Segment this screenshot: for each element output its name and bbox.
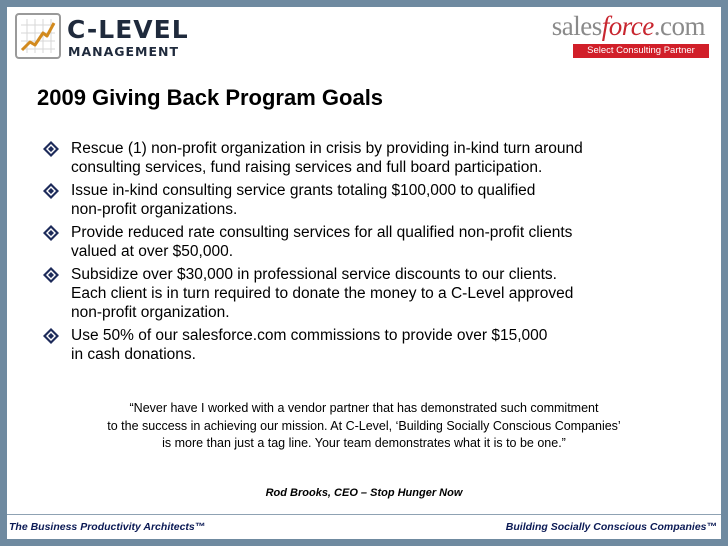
brand-name: C-LEVEL [67, 15, 189, 44]
testimonial-quote [7, 400, 721, 453]
list-item [43, 181, 683, 219]
partner-tag: Select Consulting Partner [573, 44, 709, 58]
diamond-bullet-icon [43, 141, 59, 157]
salesforce-wordmark [552, 11, 705, 42]
goal-text: Subsidize over $30,000 in professional service discounts to our clients. Each client is in turn required to donate the money to a C-Level approved non-profit organization. [71, 266, 574, 321]
diamond-bullet-icon [43, 183, 59, 199]
list-item [43, 326, 683, 364]
diamond-bullet-icon [43, 267, 59, 283]
list-item [43, 223, 683, 261]
footer-divider [7, 514, 721, 515]
quote-line: is more than just a tag line. Your team demonstrates what it is to be one.” [162, 436, 566, 450]
goal-text: Rescue (1) non-profit organization in crisis by providing in-kind turn around consulting services, fund raising services and full board participation. [71, 140, 583, 176]
diamond-bullet-icon [43, 225, 59, 241]
quote-line: “Never have I worked with a vendor partner that has demonstrated such commitment [129, 401, 599, 415]
wordmark-prefix: sales [551, 11, 602, 41]
goal-text: Provide reduced rate consulting services for all qualified non-profit clients valued at over $50,000. [71, 224, 573, 260]
growth-chart-icon [15, 13, 61, 59]
footer-tagline-right: Building Socially Conscious Companies™ [505, 521, 717, 533]
goals-list [43, 139, 683, 368]
wordmark-emphasis: force [601, 11, 654, 41]
c-level-logo [15, 13, 189, 65]
goal-text: Issue in-kind consulting service grants totaling $100,000 to qualified non-profit organizations. [71, 182, 536, 218]
list-item [43, 139, 683, 177]
quote-line: to the success in achieving our mission. At C-Level, ‘Building Socially Conscious Companies’ [107, 418, 621, 433]
diamond-bullet-icon [43, 328, 59, 344]
salesforce-partner-logo [525, 11, 715, 61]
quote-attribution: Rod Brooks, CEO – Stop Hunger Now [265, 487, 463, 499]
footer-tagline-left: The Business Productivity Architects™ [9, 521, 206, 533]
wordmark-suffix: .com [653, 11, 705, 41]
slide [7, 7, 721, 539]
goal-text: Use 50% of our salesforce.com commissions to provide over $15,000 in cash donations. [71, 327, 548, 363]
brand-subname: MANAGEMENT [68, 44, 180, 59]
list-item [43, 265, 683, 322]
slide-title: 2009 Giving Back Program Goals [37, 85, 384, 110]
